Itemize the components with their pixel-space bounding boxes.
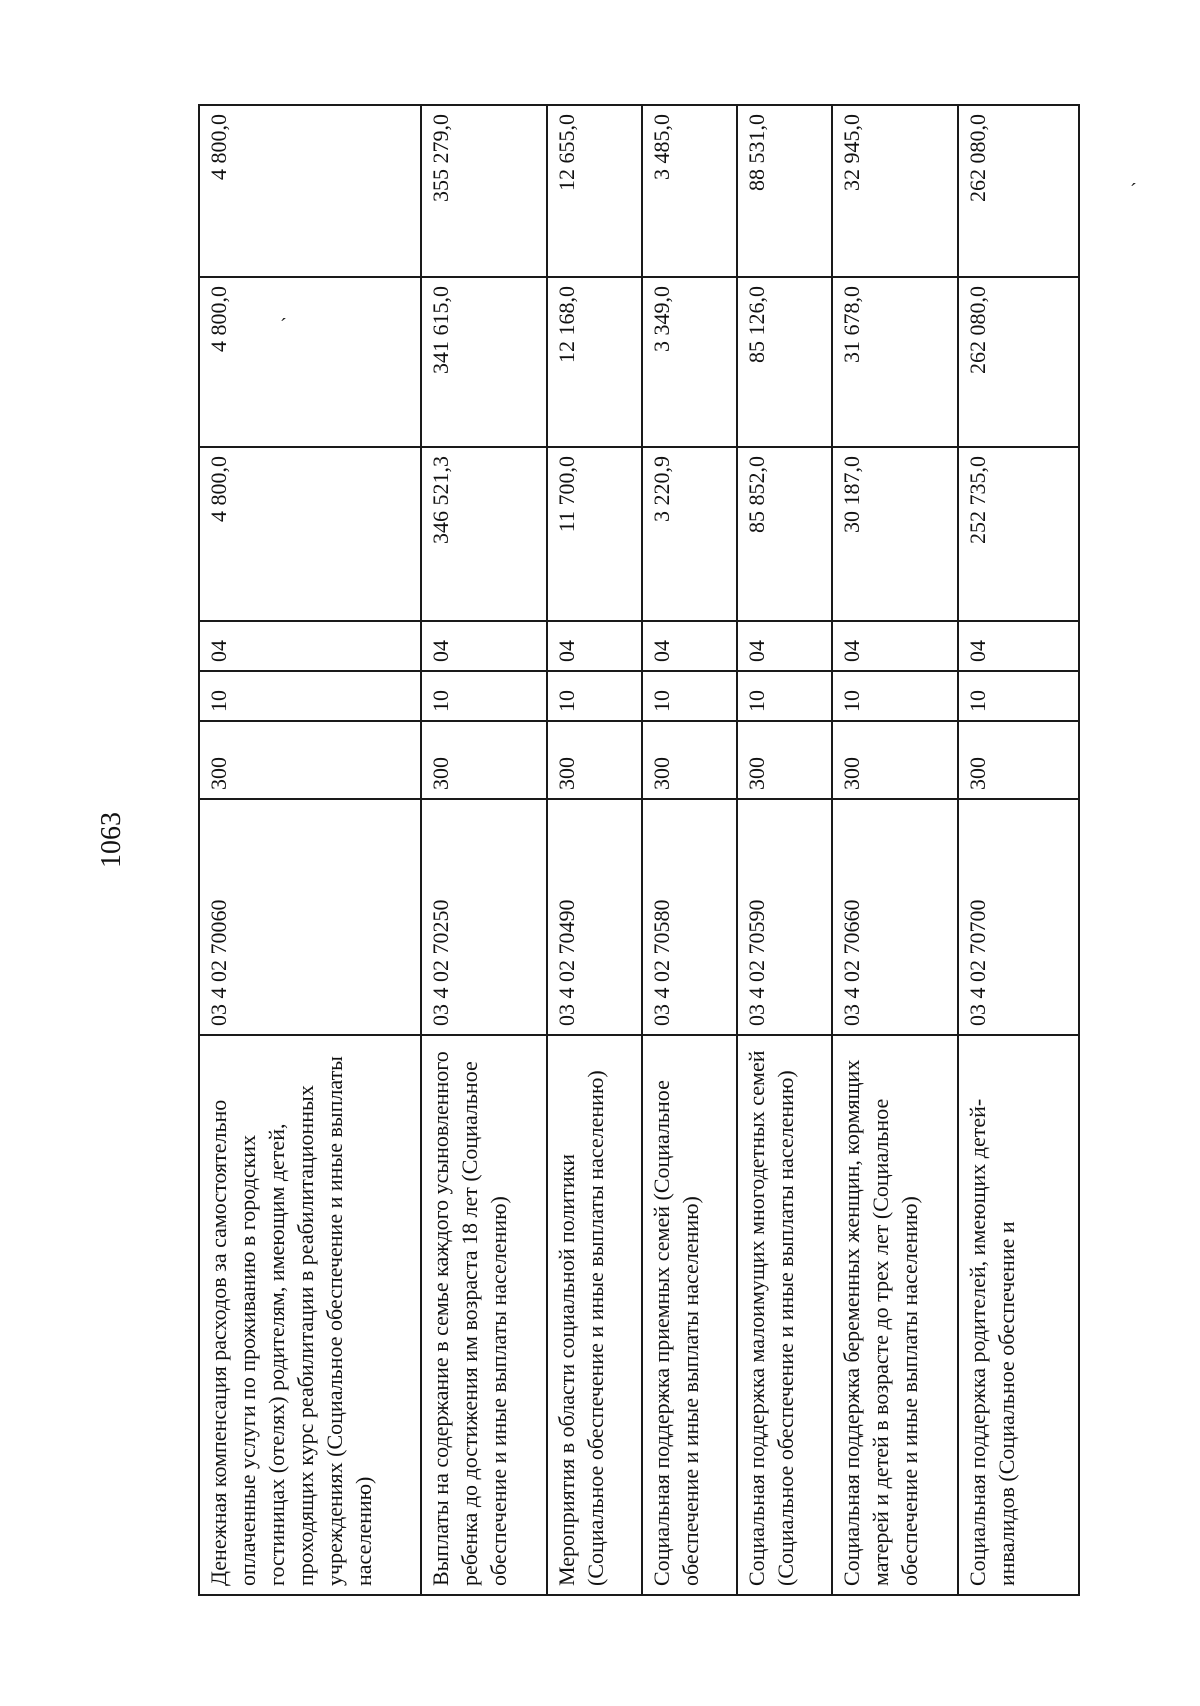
row-vr: 300 bbox=[547, 721, 642, 799]
row-value-3: 88 531,0 bbox=[737, 105, 832, 277]
row-rz: 10 bbox=[737, 671, 832, 721]
row-description: Социальная поддержка родителей, имеющих детей-инвалидов (Социальное обеспечение и bbox=[958, 1035, 1079, 1595]
row-value-1: 4 800,0 bbox=[199, 447, 421, 621]
row-value-2: 262 080,0 bbox=[958, 277, 1079, 447]
row-code: 03 4 02 70700 bbox=[958, 799, 1079, 1035]
row-rz: 10 bbox=[642, 671, 737, 721]
row-rz: 10 bbox=[832, 671, 958, 721]
row-code: 03 4 02 70250 bbox=[421, 799, 547, 1035]
row-rz: 10 bbox=[199, 671, 421, 721]
row-value-2: 341 615,0 bbox=[421, 277, 547, 447]
row-code: 03 4 02 70490 bbox=[547, 799, 642, 1035]
row-vr: 300 bbox=[958, 721, 1079, 799]
row-value-3: 4 800,0 bbox=[199, 105, 421, 277]
row-value-3: 355 279,0 bbox=[421, 105, 547, 277]
row-value-3: 32 945,0 bbox=[832, 105, 958, 277]
row-description: Социальная поддержка беременных женщин, кормящих матерей и детей в возрасте до трех лет (Социальное обеспечение и иные выплаты населению) bbox=[832, 1035, 958, 1595]
row-vr: 300 bbox=[642, 721, 737, 799]
row-value-2: 85 126,0 bbox=[737, 277, 832, 447]
table-row bbox=[547, 105, 642, 1595]
row-value-1: 30 187,0 bbox=[832, 447, 958, 621]
table-row bbox=[832, 105, 958, 1595]
row-value-1: 346 521,3 bbox=[421, 447, 547, 621]
row-value-1: 252 735,0 bbox=[958, 447, 1079, 621]
row-code: 03 4 02 70590 bbox=[737, 799, 832, 1035]
row-code: 03 4 02 70580 bbox=[642, 799, 737, 1035]
row-value-1: 11 700,0 bbox=[547, 447, 642, 621]
scan-speck: ´ bbox=[280, 315, 287, 337]
table-row bbox=[737, 105, 832, 1595]
row-pr: 04 bbox=[958, 621, 1079, 671]
row-rz: 10 bbox=[547, 671, 642, 721]
page-number: 1063 bbox=[96, 812, 127, 868]
row-vr: 300 bbox=[737, 721, 832, 799]
table-row bbox=[958, 105, 1079, 1595]
row-pr: 04 bbox=[832, 621, 958, 671]
row-value-1: 3 220,9 bbox=[642, 447, 737, 621]
row-value-3: 12 655,0 bbox=[547, 105, 642, 277]
row-description: Социальная поддержка приемных семей (Социальное обеспечение и иные выплаты населению) bbox=[642, 1035, 737, 1595]
row-value-3: 3 485,0 bbox=[642, 105, 737, 277]
scan-speck: ´ bbox=[1130, 180, 1137, 202]
row-description: Социальная поддержка малоимущих многодетных семей (Социальное обеспечение и иные выплаты населению) bbox=[737, 1035, 832, 1595]
row-rz: 10 bbox=[958, 671, 1079, 721]
row-description: Выплаты на содержание в семье каждого усыновленного ребенка до достижения им возраста 18 лет (Социальное обеспечение и иные выплаты населению) bbox=[421, 1035, 547, 1595]
row-vr: 300 bbox=[199, 721, 421, 799]
row-vr: 300 bbox=[832, 721, 958, 799]
row-description: Денежная компенсация расходов за самостоятельно оплаченные услуги по проживанию в городских гостиницах (отелях) родителям, имеющим детей, проходящих курс реабилитации в реабилитационных учреждениях (Социальное обеспечение и иные выплаты населению) bbox=[199, 1035, 421, 1595]
row-value-3: 262 080,0 bbox=[958, 105, 1079, 277]
row-description: Мероприятия в области социальной политики (Социальное обеспечение и иные выплаты населению) bbox=[547, 1035, 642, 1595]
row-vr: 300 bbox=[421, 721, 547, 799]
row-pr: 04 bbox=[421, 621, 547, 671]
table-row bbox=[199, 105, 421, 1595]
table-row bbox=[642, 105, 737, 1595]
row-code: 03 4 02 70060 bbox=[199, 799, 421, 1035]
row-value-1: 85 852,0 bbox=[737, 447, 832, 621]
row-value-2: 31 678,0 bbox=[832, 277, 958, 447]
row-pr: 04 bbox=[642, 621, 737, 671]
row-rz: 10 bbox=[421, 671, 547, 721]
table-rotator bbox=[198, 106, 1078, 1596]
table-row bbox=[421, 105, 547, 1595]
row-pr: 04 bbox=[199, 621, 421, 671]
row-pr: 04 bbox=[737, 621, 832, 671]
row-value-2: 4 800,0 bbox=[199, 277, 421, 447]
row-value-2: 12 168,0 bbox=[547, 277, 642, 447]
budget-table bbox=[198, 104, 1080, 1596]
row-pr: 04 bbox=[547, 621, 642, 671]
row-code: 03 4 02 70660 bbox=[832, 799, 958, 1035]
row-value-2: 3 349,0 bbox=[642, 277, 737, 447]
